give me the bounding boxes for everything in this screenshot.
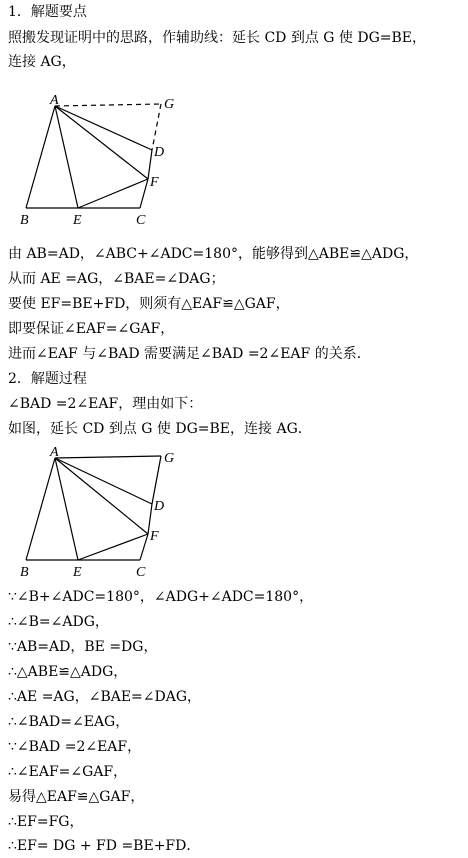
section2-line-2: 如图，延长 CD 到点 G 使 DG=BE，连接 AG． (8, 421, 312, 437)
analysis-line-1: 由 AB=AD，∠ABC+∠ADC=180°，能够得到△ABE≌△ADG， (8, 246, 419, 262)
label-c: C (136, 565, 146, 580)
section1-line-1: 照搬发现证明中的思路，作辅助线：延长 CD 到点 G 使 DG=BE， (8, 30, 427, 46)
segment-cf (140, 179, 148, 208)
label-d: D (154, 499, 165, 514)
analysis-line-4: 即要保证∠EAF=∠GAF， (8, 321, 175, 337)
analysis-line-3: 要使 EF=BE+FD，则须有△EAF≌△GAF， (8, 296, 290, 312)
analysis-line-2: 从而 AE =AG，∠BAE=∠DAG； (8, 271, 225, 287)
proof-line-5: ∴AE =AG，∠BAE=∠DAG， (8, 689, 202, 705)
segment-gd (152, 456, 161, 504)
proof-line-3: ∵AB=AD，BE =DG， (8, 639, 158, 655)
proof-line-8: ∴∠EAF=∠GAF， (8, 764, 128, 780)
proof-line-4: ∴△ABE≌△ADG， (8, 664, 128, 680)
segment-ef (78, 179, 148, 208)
label-b: B (20, 213, 29, 228)
label-g: G (164, 97, 175, 112)
label-a: A (50, 93, 59, 108)
label-d: D (154, 145, 165, 160)
geometry-figure-1 (0, 88, 220, 238)
segment-cf (140, 534, 148, 560)
label-g: G (164, 451, 175, 466)
label-c: C (136, 213, 146, 228)
segment-gd-dashed (152, 104, 161, 150)
proof-line-6: ∴∠BAD=∠EAG， (8, 714, 130, 730)
segment-ef (78, 534, 148, 560)
label-f: F (150, 175, 159, 190)
section2-heading: 2．解题过程 (8, 371, 87, 387)
analysis-line-5: 进而∠EAF 与∠BAD 需要满足∠BAD =2∠EAF 的关系． (8, 346, 371, 362)
proof-line-1: ∵∠B+∠ADC=180°，∠ADG+∠ADC=180°， (8, 589, 314, 605)
segment-ag (55, 456, 161, 458)
segment-ag-dashed (55, 104, 161, 106)
section2-line-1: ∠BAD =2∠EAF，理由如下： (8, 396, 203, 412)
label-a: A (50, 445, 59, 460)
proof-line-7: ∵∠BAD =2∠EAF， (8, 739, 142, 755)
segment-ab (26, 106, 55, 208)
section1-line-2: 连接 AG， (8, 54, 76, 70)
label-b: B (20, 565, 29, 580)
proof-line-9: 易得△EAF≌△GAF， (8, 789, 145, 805)
section1-heading: 1．解题要点 (8, 4, 87, 20)
segment-ab (26, 458, 55, 560)
proof-line-11: ∴EF= DG + FD =BE+FD． (8, 838, 201, 854)
proof-line-10: ∴EF=FG， (8, 814, 84, 830)
geometry-figure-2 (0, 440, 220, 585)
proof-line-2: ∴∠B=∠ADG， (8, 614, 109, 630)
label-e: E (73, 565, 82, 580)
label-e: E (73, 213, 82, 228)
label-f: F (150, 529, 159, 544)
